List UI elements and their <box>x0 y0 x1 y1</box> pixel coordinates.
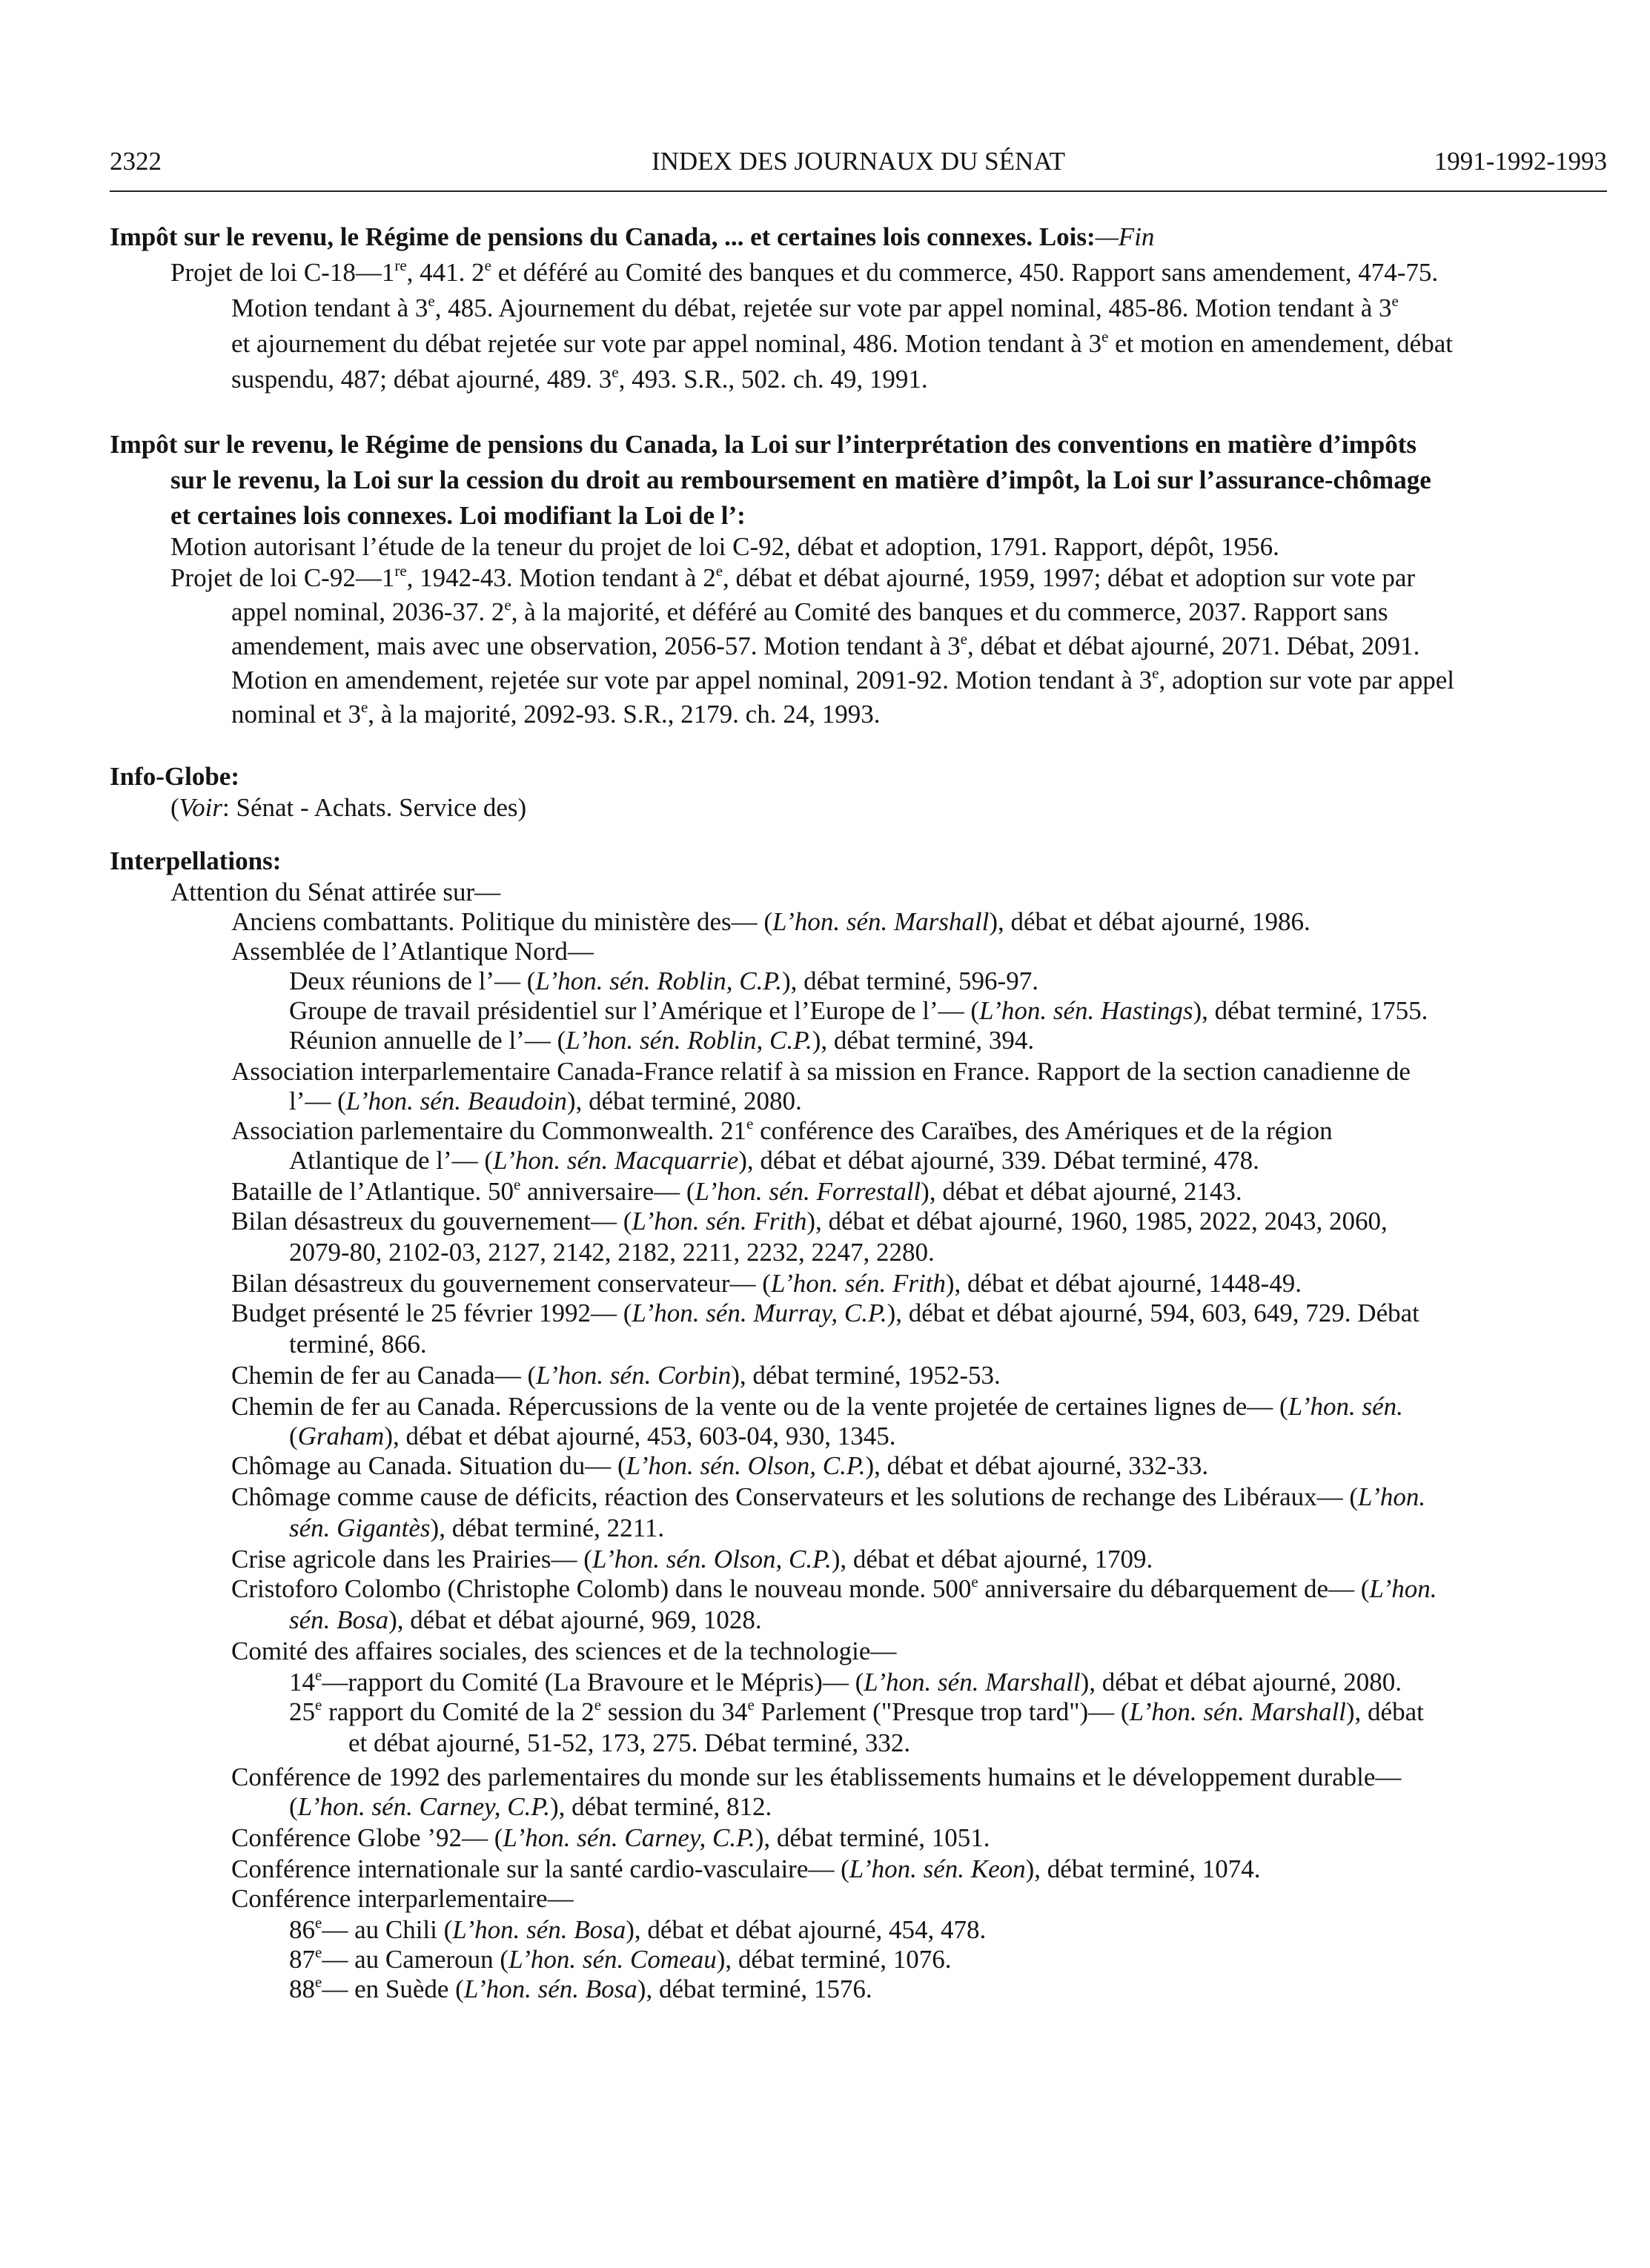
header-rule <box>110 190 1607 192</box>
interp-line: Assemblée de l’Atlantique Nord— <box>231 937 594 966</box>
interp-line: (Graham), débat et débat ajourné, 453, 603-04, 930, 1345. <box>289 1422 896 1450</box>
entry-heading: et certaines lois connexes. Loi modifiant la Loi de l’: <box>170 501 746 530</box>
entry-line: nominal et 3e, à la majorité, 2092-93. S.R., 2179. ch. 24, 1993. <box>231 698 881 729</box>
running-header <box>110 147 1607 185</box>
interp-line: Chemin de fer au Canada— (L’hon. sén. Corbin), débat terminé, 1952-53. <box>231 1361 1001 1390</box>
entry-heading: Impôt sur le revenu, le Régime de pensions du Canada, la Loi sur l’interprétation des conventions en matière d’impôts <box>110 430 1417 459</box>
interp-line: Cristoforo Colombo (Christophe Colomb) dans le nouveau monde. 500e anniversaire du débarquement de— (L’hon. <box>231 1573 1437 1603</box>
interp-line: sén. Bosa), débat et débat ajourné, 969, 1028. <box>289 1605 762 1634</box>
interp-line: Association parlementaire du Commonwealth. 21e conférence des Caraïbes, des Amériques et de la région <box>231 1115 1333 1145</box>
interp-line: 88e— en Suède (L’hon. sén. Bosa), débat terminé, 1576. <box>289 1973 872 2003</box>
interp-line: l’— (L’hon. sén. Beaudoin), débat terminé, 2080. <box>289 1087 802 1115</box>
interp-line: terminé, 866. <box>289 1330 427 1359</box>
entry-line: Motion en amendement, rejetée sur vote par appel nominal, 2091-92. Motion tendant à 3e, adoption sur vote par appel <box>231 664 1455 694</box>
header-years: 1991-1992-1993 <box>1434 147 1607 176</box>
page-number: 2322 <box>110 147 162 176</box>
interp-line: sén. Gigantès), débat terminé, 2211. <box>289 1513 665 1542</box>
entry-heading: Info-Globe: <box>110 762 239 791</box>
interp-line: Chemin de fer au Canada. Répercussions de la vente ou de la vente projetée de certaines lignes de— (L’hon. sén. <box>231 1392 1403 1421</box>
entry-line: Projet de loi C-92—1re, 1942-43. Motion tendant à 2e, débat et débat ajourné, 1959, 1997; débat et adoption sur vote par <box>170 562 1416 592</box>
interp-line: Comité des affaires sociales, des sciences et de la technologie— <box>231 1637 897 1665</box>
interp-line: Crise agricole dans les Prairies— (L’hon. sén. Olson, C.P.), débat et débat ajourné, 1709. <box>231 1545 1153 1574</box>
interp-line: Association interparlementaire Canada-France relatif à sa mission en France. Rapport de la section canadienne de <box>231 1057 1411 1086</box>
interp-line: et débat ajourné, 51-52, 173, 275. Débat terminé, 332. <box>348 1728 911 1757</box>
interp-line: Bilan désastreux du gouvernement conservateur— (L’hon. sén. Frith), débat et débat ajourné, 1448-49. <box>231 1269 1302 1298</box>
entry-line: amendement, mais avec une observation, 2056-57. Motion tendant à 3e, débat et débat ajourné, 2071. Débat, 2091. <box>231 630 1420 660</box>
interp-line: Conférence Globe ’92— (L’hon. sén. Carney, C.P.), débat terminé, 1051. <box>231 1823 990 1852</box>
entry-line: Attention du Sénat attirée sur— <box>170 878 501 906</box>
entry-line: (Voir: Sénat - Achats. Service des) <box>170 793 527 822</box>
interp-line: Bilan désastreux du gouvernement— (L’hon. sén. Frith), débat et débat ajourné, 1960, 1985, 2022, 2043, 2060, <box>231 1207 1388 1236</box>
interp-line: Atlantique de l’— (L’hon. sén. Macquarrie), débat et débat ajourné, 339. Débat terminé, 478. <box>289 1146 1259 1175</box>
interp-line: Budget présenté le 25 février 1992— (L’hon. sén. Murray, C.P.), débat et débat ajourné, 594, 603, 649, 729. Débat <box>231 1299 1419 1327</box>
entry-heading: sur le revenu, la Loi sur la cession du droit au remboursement en matière d’impôt, la Loi sur l’assurance-chômage <box>170 465 1431 494</box>
header-title: INDEX DES JOURNAUX DU SÉNAT <box>651 147 1066 176</box>
entry-line: et ajournement du débat rejetée sur vote par appel nominal, 486. Motion tendant à 3e et motion en amendement, débat <box>231 328 1453 358</box>
interp-line: 2079-80, 2102-03, 2127, 2142, 2182, 2211, 2232, 2247, 2280. <box>289 1238 935 1267</box>
interp-line: Groupe de travail présidentiel sur l’Amérique et l’Europe de l’— (L’hon. sén. Hastings), débat terminé, 1755. <box>289 996 1428 1025</box>
interp-line: (L’hon. sén. Carney, C.P.), débat terminé, 812. <box>289 1792 772 1821</box>
interp-line: Chômage au Canada. Situation du— (L’hon. sén. Olson, C.P.), débat et débat ajourné, 332-33. <box>231 1451 1209 1480</box>
interp-line: 87e— au Cameroun (L’hon. sén. Comeau), débat terminé, 1076. <box>289 1943 952 1974</box>
interp-line: Chômage comme cause de déficits, réaction des Conservateurs et les solutions de rechange des Libéraux— (L’hon. <box>231 1482 1426 1511</box>
interp-line: Deux réunions de l’— (L’hon. sén. Roblin, C.P.), débat terminé, 596-97. <box>289 966 1038 995</box>
interp-line: 86e— au Chili (L’hon. sén. Bosa), débat et débat ajourné, 454, 478. <box>289 1914 987 1944</box>
interp-line: Bataille de l’Atlantique. 50e anniversaire— (L’hon. sén. Forrestall), débat et débat ajourné, 2143. <box>231 1176 1242 1206</box>
entry-heading: Interpellations: <box>110 846 282 875</box>
entry-heading: Impôt sur le revenu, le Régime de pensions du Canada, ... et certaines lois connexes. Lois:—Fin <box>110 222 1155 251</box>
entry-line: appel nominal, 2036-37. 2e, à la majorité, et déféré au Comité des banques et du commerce, 2037. Rapport sans <box>231 596 1388 626</box>
interp-line: Conférence de 1992 des parlementaires du monde sur les établissements humains et le développement durable— <box>231 1763 1402 1791</box>
interp-line: Réunion annuelle de l’— (L’hon. sén. Roblin, C.P.), débat terminé, 394. <box>289 1026 1035 1055</box>
interp-line: Conférence interparlementaire— <box>231 1884 574 1913</box>
entry-line: suspendu, 487; débat ajourné, 489. 3e, 493. S.R., 502. ch. 49, 1991. <box>231 363 928 394</box>
interp-line: Anciens combattants. Politique du ministère des— (L’hon. sén. Marshall), débat et débat ajourné, 1986. <box>231 907 1311 936</box>
entry-line: Projet de loi C-18—1re, 441. 2e et déféré au Comité des banques et du commerce, 450. Rapport sans amendement, 474-75. <box>170 256 1439 287</box>
interp-line: 25e rapport du Comité de la 2e session du 34e Parlement ("Presque trop tard")— (L’hon. sén. Marshall), débat <box>289 1696 1424 1726</box>
interp-line: 14e—rapport du Comité (La Bravoure et le Mépris)— (L’hon. sén. Marshall), débat et débat ajourné, 2080. <box>289 1666 1402 1697</box>
entry-line: Motion tendant à 3e, 485. Ajournement du débat, rejetée sur vote par appel nominal, 485-86. Motion tendant à 3e <box>231 292 1399 322</box>
entry-line: Motion autorisant l’étude de la teneur du projet de loi C-92, débat et adoption, 1791. Rapport, dépôt, 1956. <box>170 532 1279 561</box>
interp-line: Conférence internationale sur la santé cardio-vasculaire— (L’hon. sén. Keon), débat terminé, 1074. <box>231 1854 1261 1883</box>
